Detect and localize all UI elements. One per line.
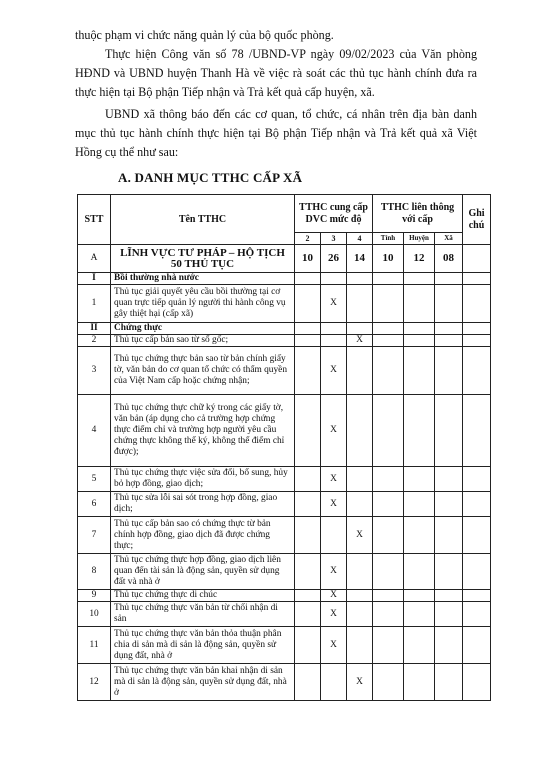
header-note: Ghi chú	[463, 195, 491, 245]
table-row: 4 Thủ tục chứng thực chữ ký trong các giấy tờ, văn bản (áp dụng cho cả trường hợp chứng thực điểm chỉ và trường hợp người yêu cầu chứng thực không thể ký, không thể điểm chỉ được); X	[78, 395, 491, 467]
subheader-level-3: 3	[321, 233, 347, 245]
table-row: 6 Thủ tục sửa lỗi sai sót trong hợp đồng, giao dịch; X	[78, 492, 491, 517]
intro-paragraph-2: Thực hiện Công văn số 78 /UBND-VP ngày 09/02/2023 của Văn phòng HĐND và UBND huyện Thanh Hà về việc rà soát các thủ tục hành chính đưa ra thực hiện tại Bộ phận Tiếp nhận và Trả kết quả cấp huyện, xã.	[75, 47, 477, 99]
table-row: 3 Thủ tục chứng thực bản sao từ bản chính giấy tờ, văn bản do cơ quan tổ chức có thẩm quyền của Việt Nam cấp hoặc chứng nhận; X	[78, 347, 491, 395]
summary-stt: A	[78, 245, 111, 273]
table-row: 8 Thủ tục chứng thực hợp đồng, giao dịch liên quan đến tài sản là động sản, quyền sử dụng đất và nhà ở X	[78, 554, 491, 590]
subheader-level-4: 4	[347, 233, 373, 245]
header-lienthong: TTHC liên thông với cấp	[373, 195, 463, 233]
summary-huyen: 12	[404, 245, 435, 273]
summary-note	[463, 245, 491, 273]
table-row: 5 Thủ tục chứng thực việc sửa đổi, bổ sung, hủy bỏ hợp đồng, giao dịch; X	[78, 467, 491, 492]
table-row: 7 Thủ tục cấp bản sao có chứng thực từ bản chính hợp đồng, giao dịch đã được chứng thực; X	[78, 517, 491, 554]
table-row: 9 Thủ tục chứng thực di chúc X	[78, 590, 491, 602]
table-row: 1 Thủ tục giải quyết yêu cầu bồi thường tại cơ quan trực tiếp quản lý người thi hành công vụ gây thiệt hại (cấp xã) X	[78, 285, 491, 323]
section-name: Chứng thực	[111, 323, 295, 335]
section-stt: I	[78, 273, 111, 285]
subheader-huyen: Huyện	[404, 233, 435, 245]
section-name: Bồi thường nhà nước	[111, 273, 295, 285]
subheader-tinh: Tỉnh	[373, 233, 404, 245]
summary-xa: 08	[435, 245, 463, 273]
summary-name: LĨNH VỰC TƯ PHÁP – HỘ TỊCH 50 THỦ TỤC	[111, 245, 295, 273]
intro-paragraph-3: UBND xã thông báo đến các cơ quan, tổ chức, cá nhân trên địa bàn danh mục thủ tục hành chính thực hiện tại Bộ phận Tiếp nhận và Trả kết quả xã Việt Hồng cụ thể như sau:	[75, 107, 477, 159]
header-dvc: TTHC cung cấp DVC mức độ	[295, 195, 373, 233]
procedures-table	[77, 194, 491, 701]
table-row: 2 Thủ tục cấp bản sao từ sổ gốc; X	[78, 335, 491, 347]
summary-level-2: 10	[295, 245, 321, 273]
header-stt: STT	[78, 195, 111, 245]
table-row: 11 Thủ tục chứng thực văn bản thỏa thuận phân chia di sản mà di sản là động sản, quyền sử dụng đất, nhà ở X	[78, 627, 491, 664]
subheader-level-2: 2	[295, 233, 321, 245]
summary-level-4: 14	[347, 245, 373, 273]
summary-level-3: 26	[321, 245, 347, 273]
summary-tinh: 10	[373, 245, 404, 273]
subheader-xa: Xã	[435, 233, 463, 245]
table-row: 12 Thủ tục chứng thực văn bản khai nhận di sản mà di sản là động sản, quyền sử dụng đất, nhà ở X	[78, 664, 491, 701]
table-row: 10 Thủ tục chứng thực văn bản từ chối nhận di sản X	[78, 602, 491, 627]
section-heading: A. DANH MỤC TTHC CẤP XÃ	[118, 170, 303, 185]
section-stt: II	[78, 323, 111, 335]
intro-line: thuộc phạm vi chức năng quản lý của bộ quốc phòng.	[75, 28, 334, 42]
header-name: Tên TTHC	[111, 195, 295, 245]
